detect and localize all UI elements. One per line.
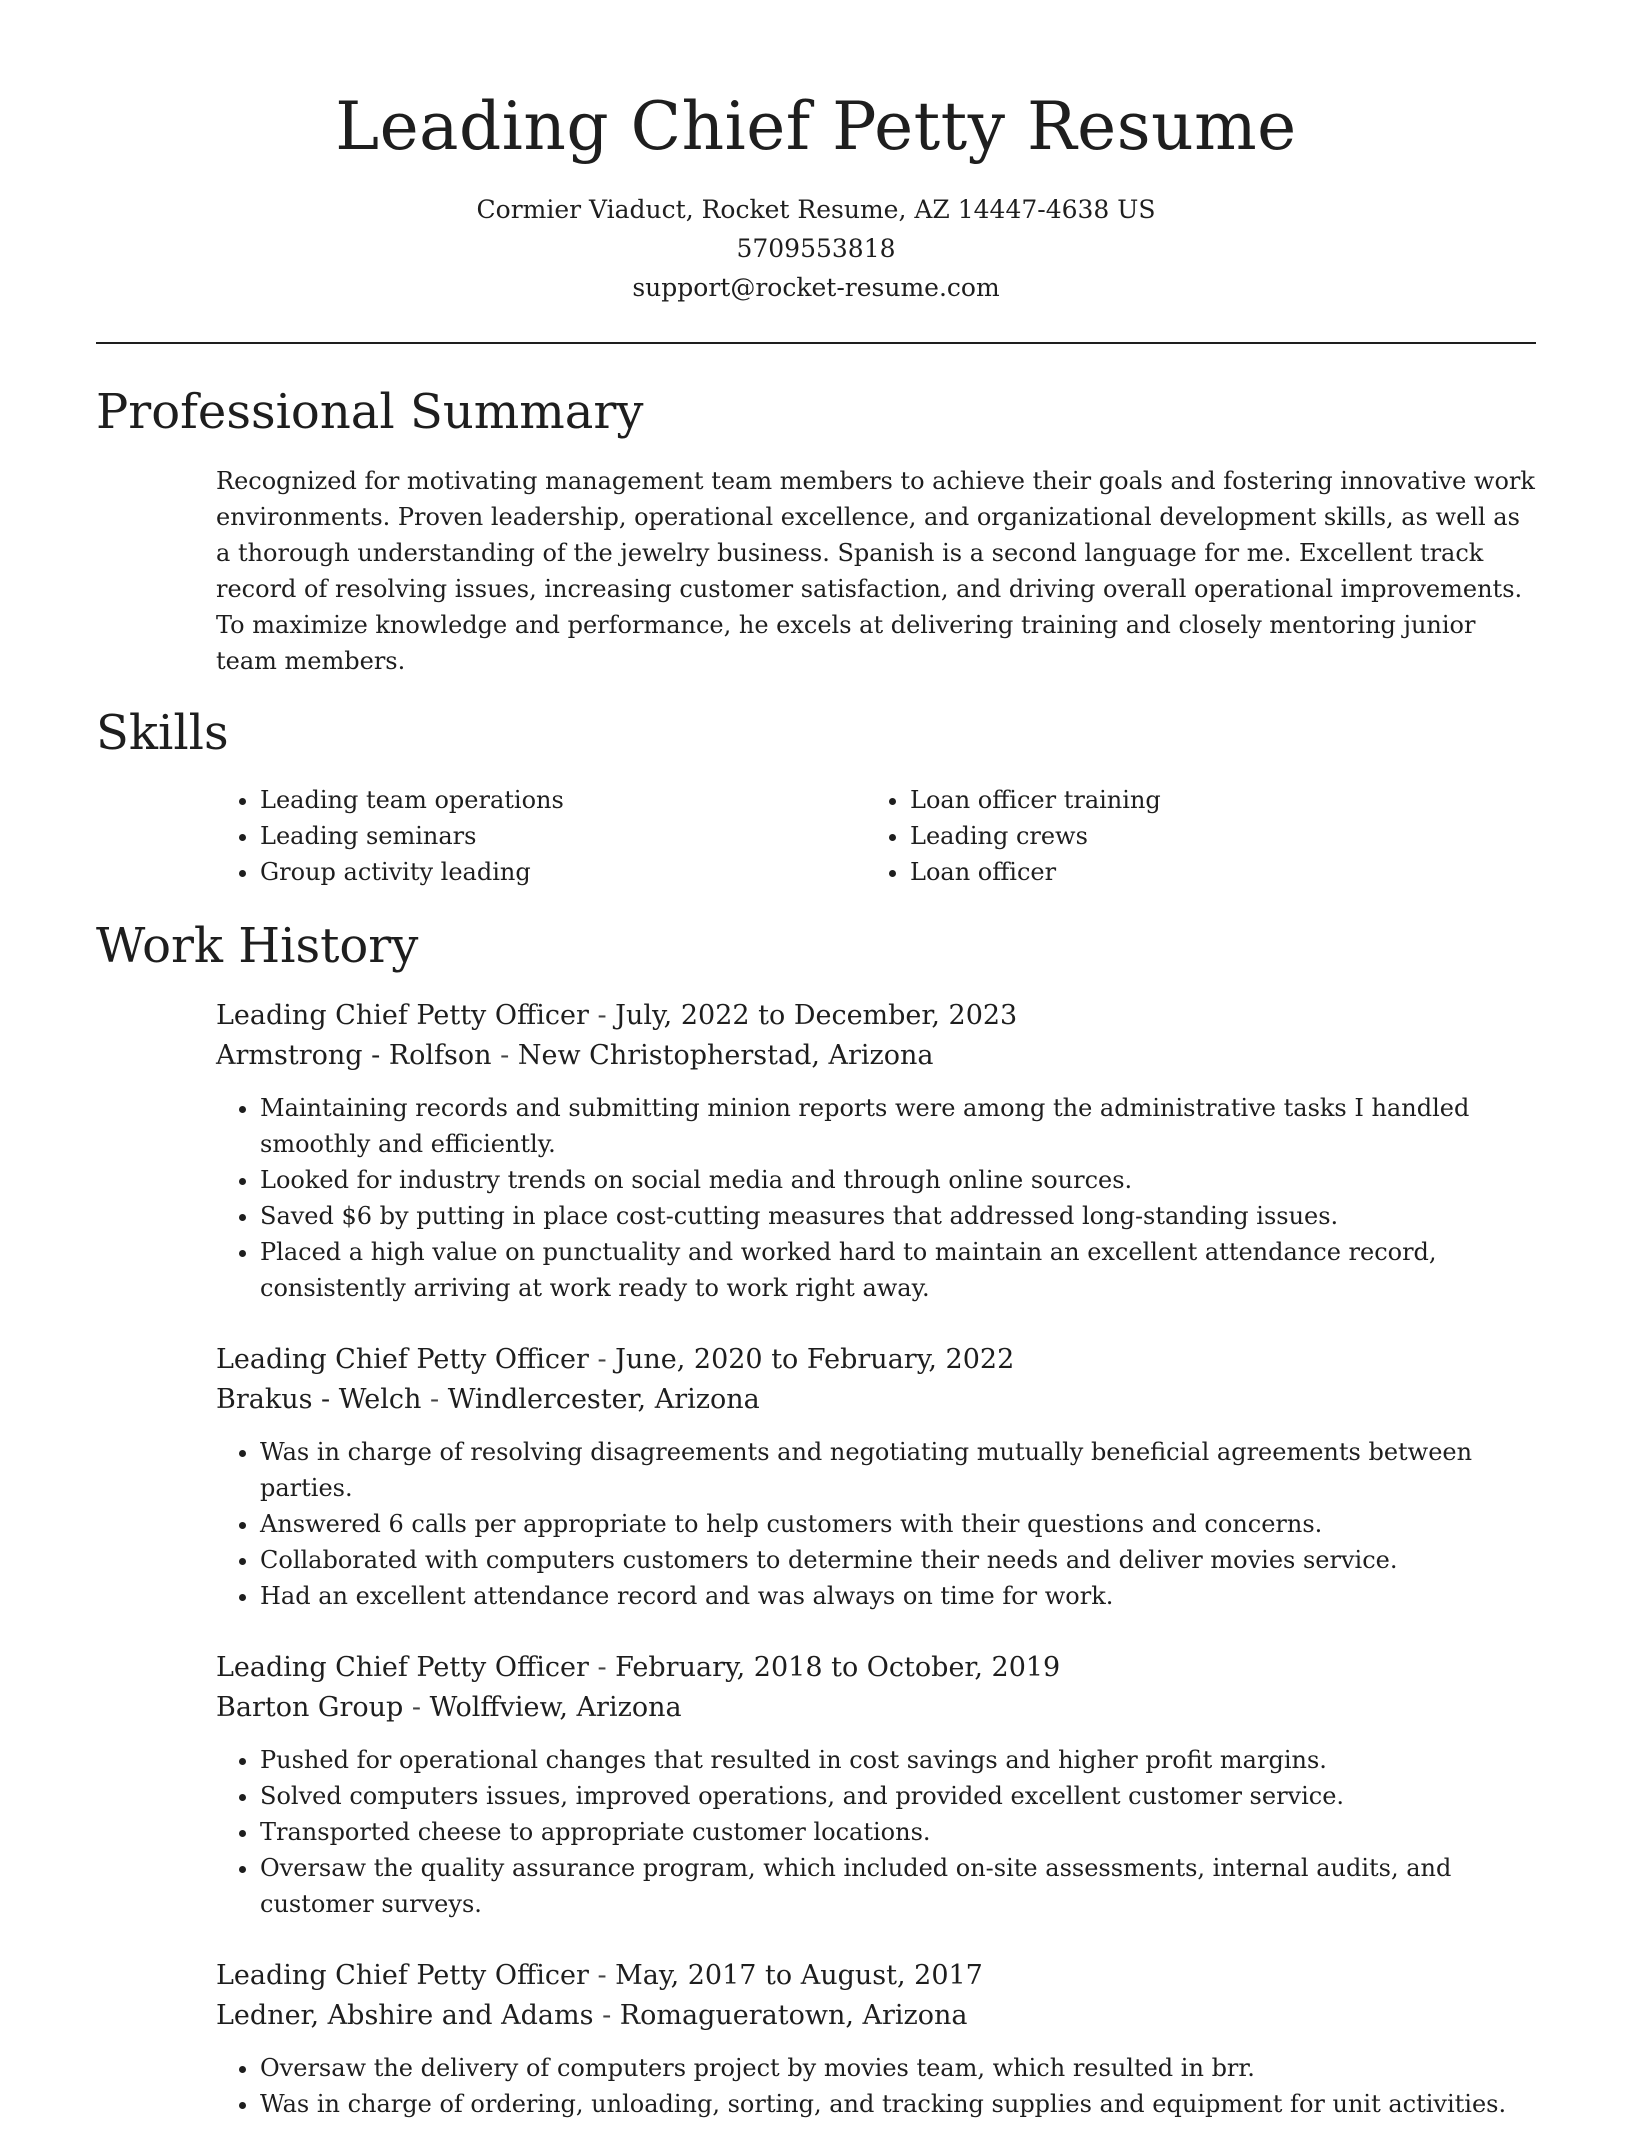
- job-title-line: [216, 996, 1536, 1036]
- company-name: Ledner, Abshire and Adams: [216, 2000, 594, 2031]
- header-divider: [96, 342, 1536, 344]
- skills-heading: Skills: [96, 705, 229, 761]
- contact-address: Cormier Viaduct, Rocket Resume, AZ 14447-4638 US: [476, 195, 1156, 224]
- job-location: Romagueratown, Arizona: [619, 2000, 968, 2031]
- separator: -: [588, 1344, 616, 1375]
- company-name: Barton Group: [216, 1692, 404, 1723]
- job-title-line: [216, 1956, 1536, 1996]
- contact-phone: 5709553818: [736, 234, 896, 263]
- job-title: Leading Chief Petty Officer: [216, 1000, 589, 1031]
- job-duties: [216, 1090, 1536, 1306]
- duty-item: • Answered 6 calls per appropriate to help customers with their questions and concerns.: [260, 1506, 1536, 1542]
- job-entry: [216, 1648, 1536, 1922]
- skills-grid: [216, 782, 1536, 890]
- skill-item: • Loan officer training: [910, 782, 1516, 818]
- skill-item: • Leading crews: [910, 818, 1516, 854]
- job-location: Wolffview, Arizona: [429, 1692, 682, 1723]
- job-dates: June, 2020 to February, 2022: [615, 1344, 1015, 1375]
- skill-item: • Group activity leading: [260, 854, 866, 890]
- separator: -: [421, 1384, 448, 1415]
- separator: -: [403, 1692, 430, 1723]
- job-title: Leading Chief Petty Officer: [216, 1652, 589, 1683]
- job-dates: May, 2017 to August, 2017: [615, 1960, 983, 1991]
- skill-item: • Loan officer: [910, 854, 1516, 890]
- summary-text: Recognized for motivating management team members to achieve their goals and fostering innovative work environments. Proven leadership, operational excellence, and organizational development skills, as well as a thorough understanding of the jewelry business. Spanish is a second language for me. Excellent track record of resolving issues, increasing customer satisfaction, and driving overall operational improvements. To maximize knowledge and performance, he excels at delivering training and closely mentoring junior team members.: [216, 467, 1535, 675]
- duty-item: • Was in charge of ordering, unloading, sorting, and tracking supplies and equipment for unit activities.: [260, 2086, 1536, 2122]
- company-name: Armstrong - Rolfson: [216, 1040, 492, 1071]
- duty-item: • Placed a high value on punctuality and worked hard to maintain an excellent attendance record, consistently arriving at work ready to work right away.: [260, 1234, 1536, 1306]
- job-entry: [216, 1340, 1536, 1614]
- job-duties: [216, 1742, 1536, 1922]
- duty-item: • Was in charge of resolving disagreements and negotiating mutually beneficial agreements between parties.: [260, 1434, 1536, 1506]
- skill-item: • Leading seminars: [260, 818, 866, 854]
- duty-item: • Oversaw the quality assurance program, which included on-site assessments, internal audits, and customer surveys.: [260, 1850, 1536, 1922]
- contact-email: support@rocket-resume.com: [632, 273, 1000, 302]
- job-title-line: [216, 1340, 1536, 1380]
- duty-item: • Pushed for operational changes that resulted in cost savings and higher profit margins.: [260, 1742, 1536, 1778]
- job-company-line: [216, 1996, 1536, 2036]
- job-company-line: [216, 1036, 1536, 1076]
- job-duties: [216, 2050, 1536, 2122]
- duty-item: • Oversaw the delivery of computers project by movies team, which resulted in brr.: [260, 2050, 1536, 2086]
- company-name: Brakus - Welch: [216, 1384, 422, 1415]
- job-dates: July, 2022 to December, 2023: [615, 1000, 1018, 1031]
- summary-heading: Professional Summary: [96, 384, 644, 440]
- job-entry: [216, 1956, 1536, 2122]
- summary-section: [216, 463, 1536, 679]
- separator: -: [588, 1000, 616, 1031]
- job-title: Leading Chief Petty Officer: [216, 1960, 589, 1991]
- job-location: Windlercester, Arizona: [447, 1384, 760, 1415]
- work-history-heading: Work History: [96, 918, 419, 974]
- resume-header: [0, 0, 1632, 307]
- duty-item: • Saved $6 by putting in place cost-cutting measures that addressed long-standing issues.: [260, 1198, 1536, 1234]
- duty-item: • Transported cheese to appropriate customer locations.: [260, 1814, 1536, 1850]
- skills-section: [216, 782, 1536, 890]
- separator: -: [588, 1652, 616, 1683]
- skills-column-right: [866, 782, 1516, 890]
- duty-item: • Solved computers issues, improved operations, and provided excellent customer service.: [260, 1778, 1536, 1814]
- duty-item: • Collaborated with computers customers to determine their needs and deliver movies service.: [260, 1542, 1536, 1578]
- separator: -: [593, 2000, 620, 2031]
- job-title-line: [216, 1648, 1536, 1688]
- job-title: Leading Chief Petty Officer: [216, 1344, 589, 1375]
- job-location: New Christopherstad, Arizona: [517, 1040, 934, 1071]
- duty-item: • Had an excellent attendance record and was always on time for work.: [260, 1578, 1536, 1614]
- work-history-section: [216, 996, 1536, 2156]
- duty-item: • Looked for industry trends on social media and through online sources.: [260, 1162, 1536, 1198]
- skill-item: • Leading team operations: [260, 782, 866, 818]
- job-entry: [216, 996, 1536, 1306]
- job-company-line: [216, 1380, 1536, 1420]
- separator: -: [491, 1040, 518, 1071]
- resume-name: Leading Chief Petty Resume: [335, 88, 1297, 165]
- separator: -: [588, 1960, 616, 1991]
- skills-column-left: [216, 782, 866, 890]
- job-company-line: [216, 1688, 1536, 1728]
- contact-info: [0, 190, 1632, 307]
- job-dates: February, 2018 to October, 2019: [615, 1652, 1061, 1683]
- job-duties: [216, 1434, 1536, 1614]
- duty-item: • Maintaining records and submitting minion reports were among the administrative tasks I handled smoothly and efficiently.: [260, 1090, 1536, 1162]
